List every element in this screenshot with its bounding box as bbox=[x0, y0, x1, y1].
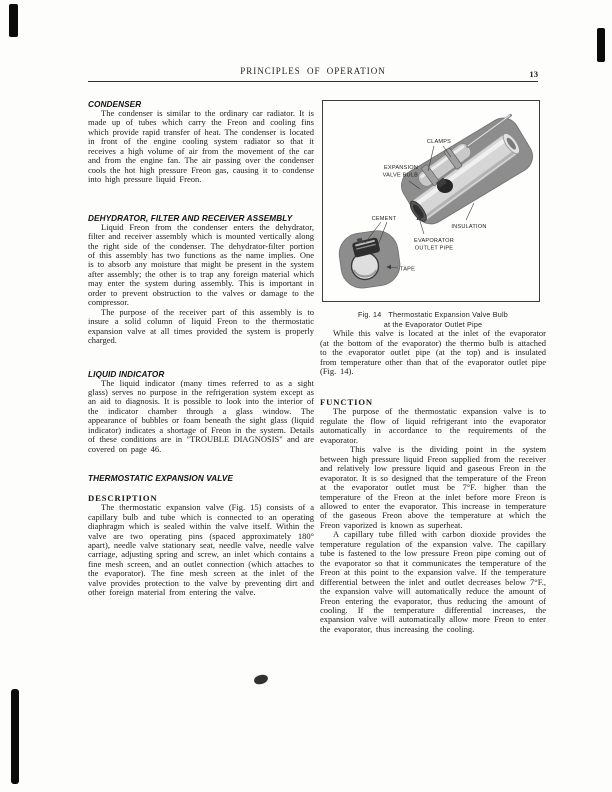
scan-artifact-right-edge bbox=[597, 28, 605, 62]
label-tape: TAPE bbox=[400, 266, 415, 273]
paragraph-function-2: This valve is the dividing point in the system between high pressure liquid Freon supplied from the receiver and relatively low pressure liquid and gaseous Freon in the evaporator. It is so designed that the temperature of the Freon at the evaporator outlet must be 7°F. higher than the temperature of the Freon at the inlet before more Freon is allowed to enter the evaporator. This increase in temperature of the gaseous Freon above the temperature at which the Freon vaporized is known as superheat. bbox=[320, 444, 546, 530]
heading-expansion-valve: THERMOSTATIC EXPANSION VALVE bbox=[88, 474, 234, 484]
paragraph-liquid-indicator: The liquid indicator (many times referred to as a sight glass) serves no purpose in the refrigeration system except as an aid to diagnosis. It is possible to look into the interior of the indicator chamber through a glass window. The appearance of bubbles or foam beneath the sight glass (liquid indicator) indicates a shortage of Freon in the system. Details of these conditions are in "TROUBLE DIAGNOSIS" and are covered on page 46. bbox=[88, 377, 314, 454]
subheading-description: DESCRIPTION bbox=[88, 493, 158, 504]
expansion-valve-bulb-drawing bbox=[323, 101, 539, 301]
scan-artifact-top-left bbox=[9, 4, 18, 37]
left-column bbox=[88, 100, 314, 598]
figure-14-illustration bbox=[322, 100, 540, 302]
figure-caption-line1: Thermostatic Expansion Valve Bulb bbox=[388, 310, 508, 319]
heading-dehydrator: DEHYDRATOR, FILTER AND RECEIVER ASSEMBLY bbox=[88, 213, 293, 223]
scan-artifact-bottom-left bbox=[11, 689, 19, 784]
label-evaporator-outlet-pipe-line2: OUTLET PIPE bbox=[414, 245, 454, 252]
label-insulation: INSULATION bbox=[451, 224, 487, 230]
page-number: 13 bbox=[529, 69, 538, 79]
figure-number: Fig. 14 bbox=[358, 310, 382, 319]
label-evaporator-outlet-pipe-line1: EVAPORATOR bbox=[414, 238, 454, 244]
paragraph-expansion-valve: The thermostatic expansion valve (Fig. 15) consists of a capillary bulb and tube which is connected to an operating diaphragm which is sealed within the valve itself. Within the valve are two operating pins (spaced approximately 180° apart), needle valve stationary seat, needle valve, needle valve carriage, adjusting spring and screw, an inlet which contains a fine mesh screen, and an outlet connection (which attaches to the evaporator). The fine mesh screen at the inlet of the valve provides protection to the valve by preventing dirt and other foreign material from entering the valve. bbox=[88, 502, 314, 598]
label-cement: CEMENT bbox=[371, 216, 397, 222]
label-clamps: CLAMPS bbox=[426, 139, 452, 145]
header-rule bbox=[88, 81, 538, 82]
page-header-title: PRINCIPLES OF OPERATION bbox=[240, 66, 386, 76]
right-column bbox=[320, 100, 546, 634]
paragraph-while-valve: While this valve is located at the inlet of the evaporator (at the bottom of the evaporator) the thermo bulb is attached to the evaporator outlet pipe (at the top) and is insulated from temperature other than that of the evaporator outlet pipe (Fig. 14). bbox=[320, 328, 546, 376]
figure-caption-line2: at the Evaporator Outlet Pipe bbox=[383, 319, 483, 329]
label-expansion-valve-bulb-line2: VALVE BULB bbox=[382, 172, 418, 179]
paragraph-function-1: The purpose of the thermostatic expansion valve is to regulate the flow of liquid refrigerant into the evaporator automatically in accordance to the requirements of the evaporator. bbox=[320, 406, 546, 445]
heading-liquid-indicator: LIQUID INDICATOR bbox=[88, 369, 165, 379]
heading-condenser: CONDENSER bbox=[88, 100, 142, 109]
paragraph-condenser: The condenser is similar to the ordinary car radiator. It is made up of tubes which carry the Freon and cooling fins which provide rapid transfer of heat. The condenser is located in front of the engine cooling system radiator so that it receives a high volume of air from the movement of the car and from the engine fan. The air passing over the condenser cools the hot high pressure Freon gas, causing it to condense into high pressure liquid Freon. bbox=[88, 108, 314, 185]
ink-smudge-artifact bbox=[253, 674, 268, 685]
figure-caption bbox=[320, 310, 546, 329]
subheading-function: FUNCTION bbox=[320, 397, 374, 408]
label-expansion-valve-bulb-line1: EXPANSION bbox=[383, 165, 418, 171]
paragraph-dehydrator-2: The purpose of the receiver part of this assembly is to insure a solid column of liquid Freon to the thermostatic expansion valve at all times provided the system is properly charged. bbox=[88, 306, 314, 346]
paragraph-dehydrator-1: Liquid Freon from the condenser enters the dehydrator, filter and receiver assembly which is mounted vertically along the right side of the condenser. The dehydrator-filter portion of this assembly has two functions as the name implies. One is to absorb any moisture that might be present in the system after assembly; the other is to trap any foreign material which may enter the system during assembly. This is important in order to prevent obstruction to the valves or damage to the compressor. bbox=[88, 221, 314, 308]
paragraph-function-3: A capillary tube filled with carbon dioxide provides the temperature regulation of the expansion valve. The capillary tube is fastened to the low pressure Freon pipe coming out of the evaporator so that it communicates the temperature of the Freon at this point to the expansion valve. If the temperature differential between the inlet and outlet decreases below 7°F., the expansion valve will automatically reduce the amount of Freon entering the evaporator, thus reducing the amount of cooling. If the temperature differential increases, the expansion valve will automatically allow more Freon to enter the evaporator, thus increasing the cooling. bbox=[320, 529, 546, 634]
